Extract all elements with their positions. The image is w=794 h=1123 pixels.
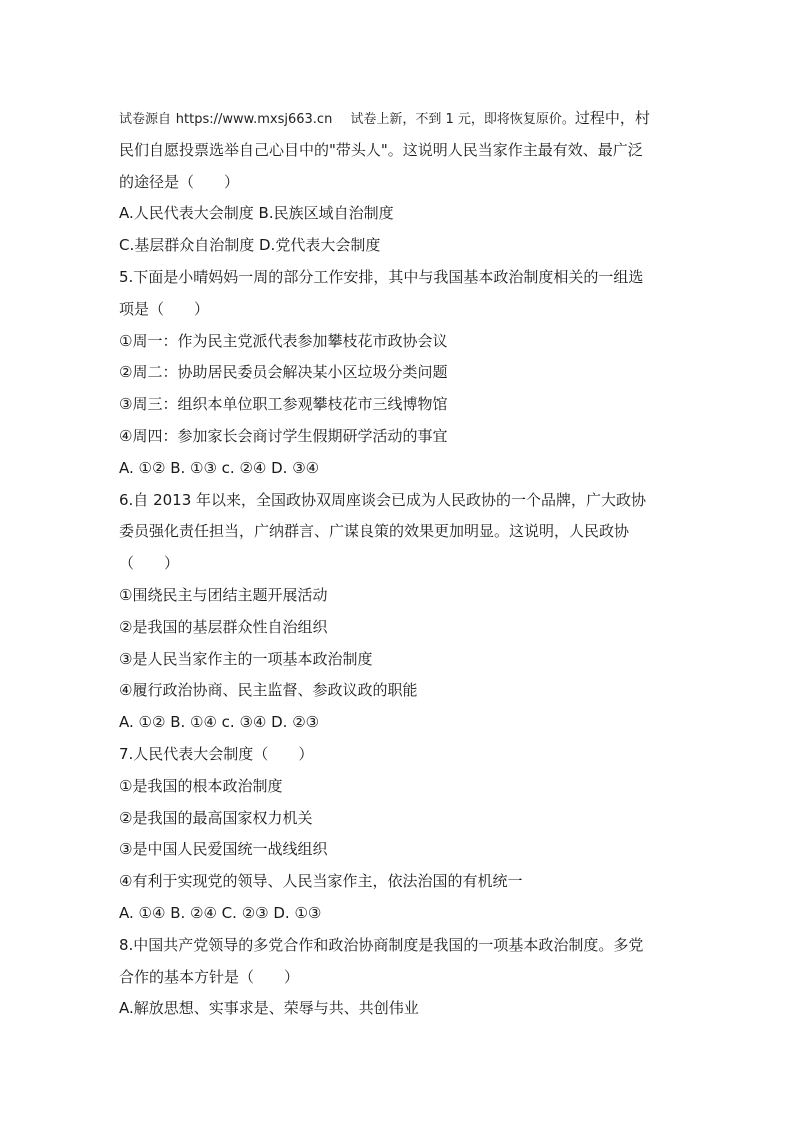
line-8: ①周一：作为民主党派代表参加攀枝花市政协会议 bbox=[119, 331, 448, 350]
line-20: A. ①② B. ①④ c. ③④ D. ②③ bbox=[119, 713, 320, 732]
line-3: 的途径是（ ） bbox=[119, 172, 240, 191]
line-28: 合作的基本方针是（ ） bbox=[119, 967, 300, 986]
line-15: （ ） bbox=[119, 554, 180, 573]
line-22: ①是我国的根本政治制度 bbox=[119, 776, 283, 795]
line-26: A. ①④ B. ②④ C. ②③ D. ①③ bbox=[119, 903, 322, 922]
line-27: 8.中国共产党领导的多党合作和政治协商制度是我国的一项基本政治制度。多党 bbox=[119, 935, 644, 954]
line-18: ③是人民当家作主的一项基本政治制度 bbox=[119, 649, 373, 668]
line-4: A.人民代表大会制度 B.民族区域自治制度 bbox=[119, 204, 394, 223]
line-5: C.基层群众自治制度 D.党代表大会制度 bbox=[119, 236, 381, 255]
line-11: ④周四：参加家长会商讨学生假期研学活动的事宜 bbox=[119, 426, 448, 445]
line-14: 委员强化责任担当，广纳群言、广谋良策的效果更加明显。这说明，人民政协 bbox=[119, 522, 630, 541]
watermark-url: https://www.mxsj663.cn bbox=[175, 112, 333, 127]
line-16: ①围绕民主与团结主题开展活动 bbox=[119, 585, 328, 604]
watermark-notice: 试卷上新，不到 1 元，即将恢复原价。 bbox=[350, 112, 575, 127]
line-2: 民们自愿投票选举自己心目中的"带头人"。这说明人民当家作主最有效、最广泛 bbox=[119, 140, 643, 159]
line-1 bbox=[119, 103, 679, 135]
line-13: 6.自 2013 年以来，全国政协双周座谈会已成为人民政协的一个品牌，广大政协 bbox=[119, 490, 647, 509]
line-17: ②是我国的基层群众性自治组织 bbox=[119, 617, 328, 636]
line-10: ③周三：组织本单位职工参观攀枝花市三线博物馆 bbox=[119, 395, 448, 414]
line-9: ②周二：协助居民委员会解决某小区垃圾分类问题 bbox=[119, 363, 448, 382]
line-29: A.解放思想、实事求是、荣辱与共、共创伟业 bbox=[119, 999, 419, 1018]
line-19: ④履行政治协商、民主监督、参政议政的职能 bbox=[119, 681, 418, 700]
line-text: 过程中，村 bbox=[574, 109, 650, 127]
line-24: ③是中国人民爱国统一战线组织 bbox=[119, 840, 328, 859]
line-12: A. ①② B. ①③ c. ②④ D. ③④ bbox=[119, 458, 320, 477]
line-6: 5.下面是小晴妈妈一周的部分工作安排，其中与我国基本政治制度相关的一组选 bbox=[119, 267, 644, 286]
line-21: 7.人民代表大会制度（ ） bbox=[119, 744, 314, 763]
line-7: 项是（ ） bbox=[119, 299, 210, 318]
line-23: ②是我国的最高国家权力机关 bbox=[119, 808, 313, 827]
question-text bbox=[119, 103, 679, 1025]
line-25: ④有利于实现党的领导、人民当家作主，依法治国的有机统一 bbox=[119, 872, 523, 891]
watermark-source-label: 试卷源自 bbox=[119, 112, 172, 127]
